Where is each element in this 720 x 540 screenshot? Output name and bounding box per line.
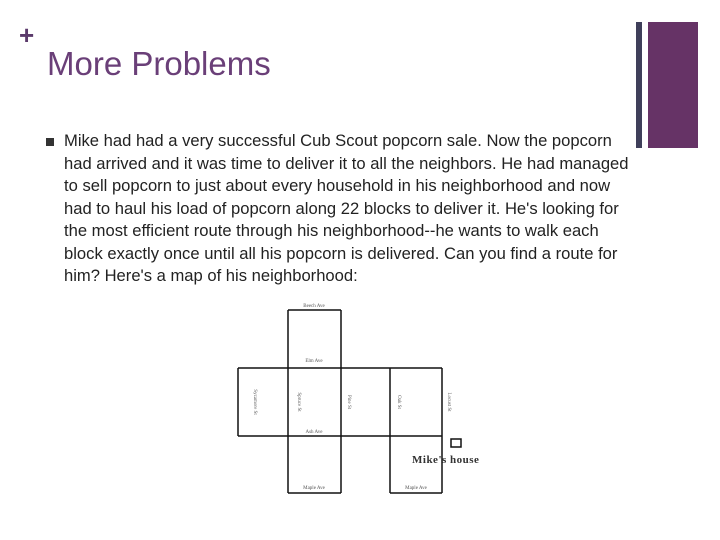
- street-label-middle-upper: Elm Ave: [305, 359, 323, 364]
- street-label-vertical-2: Spruce St: [296, 392, 301, 412]
- neighborhood-map: [230, 298, 520, 498]
- house-label: Mike's house: [412, 454, 480, 466]
- street-label-vertical-1: Sycamore St: [252, 389, 257, 415]
- problem-text: Mike had had a very successful Cub Scout popcorn sale. Now the popcorn had arrived and it was time to deliver it to all the neighbors. He had managed to sell popcorn to just about every household in his neighborhood and now had to haul his load of popcorn along 22 blocks to deliver it. He's looking for the most efficient route through his neighborhood--he wants to walk each block exactly once until all his popcorn is delivered. Can you find a route for him? Here's a map of his neighborhood:: [64, 131, 629, 285]
- street-label-bottom-left: Maple Ave: [303, 486, 325, 491]
- map-drawing: [230, 298, 520, 498]
- street-label-vertical-3: Pine St: [346, 394, 351, 410]
- street-label-bottom-right: Maple Ave: [405, 486, 427, 491]
- street-label-vertical-5: Locust St: [446, 392, 451, 412]
- street-label-top: Beech Ave: [303, 304, 325, 309]
- plus-icon: +: [19, 20, 35, 50]
- decorative-bar-thick: [648, 22, 698, 148]
- street-label-middle-lower: Ash Ave: [305, 430, 323, 435]
- bullet-icon: [46, 138, 54, 146]
- decorative-bar-thin: [636, 22, 642, 148]
- street-label-vertical-4: Oak St: [396, 395, 401, 409]
- house-icon: [451, 439, 461, 447]
- slide-title: More Problems: [47, 45, 271, 82]
